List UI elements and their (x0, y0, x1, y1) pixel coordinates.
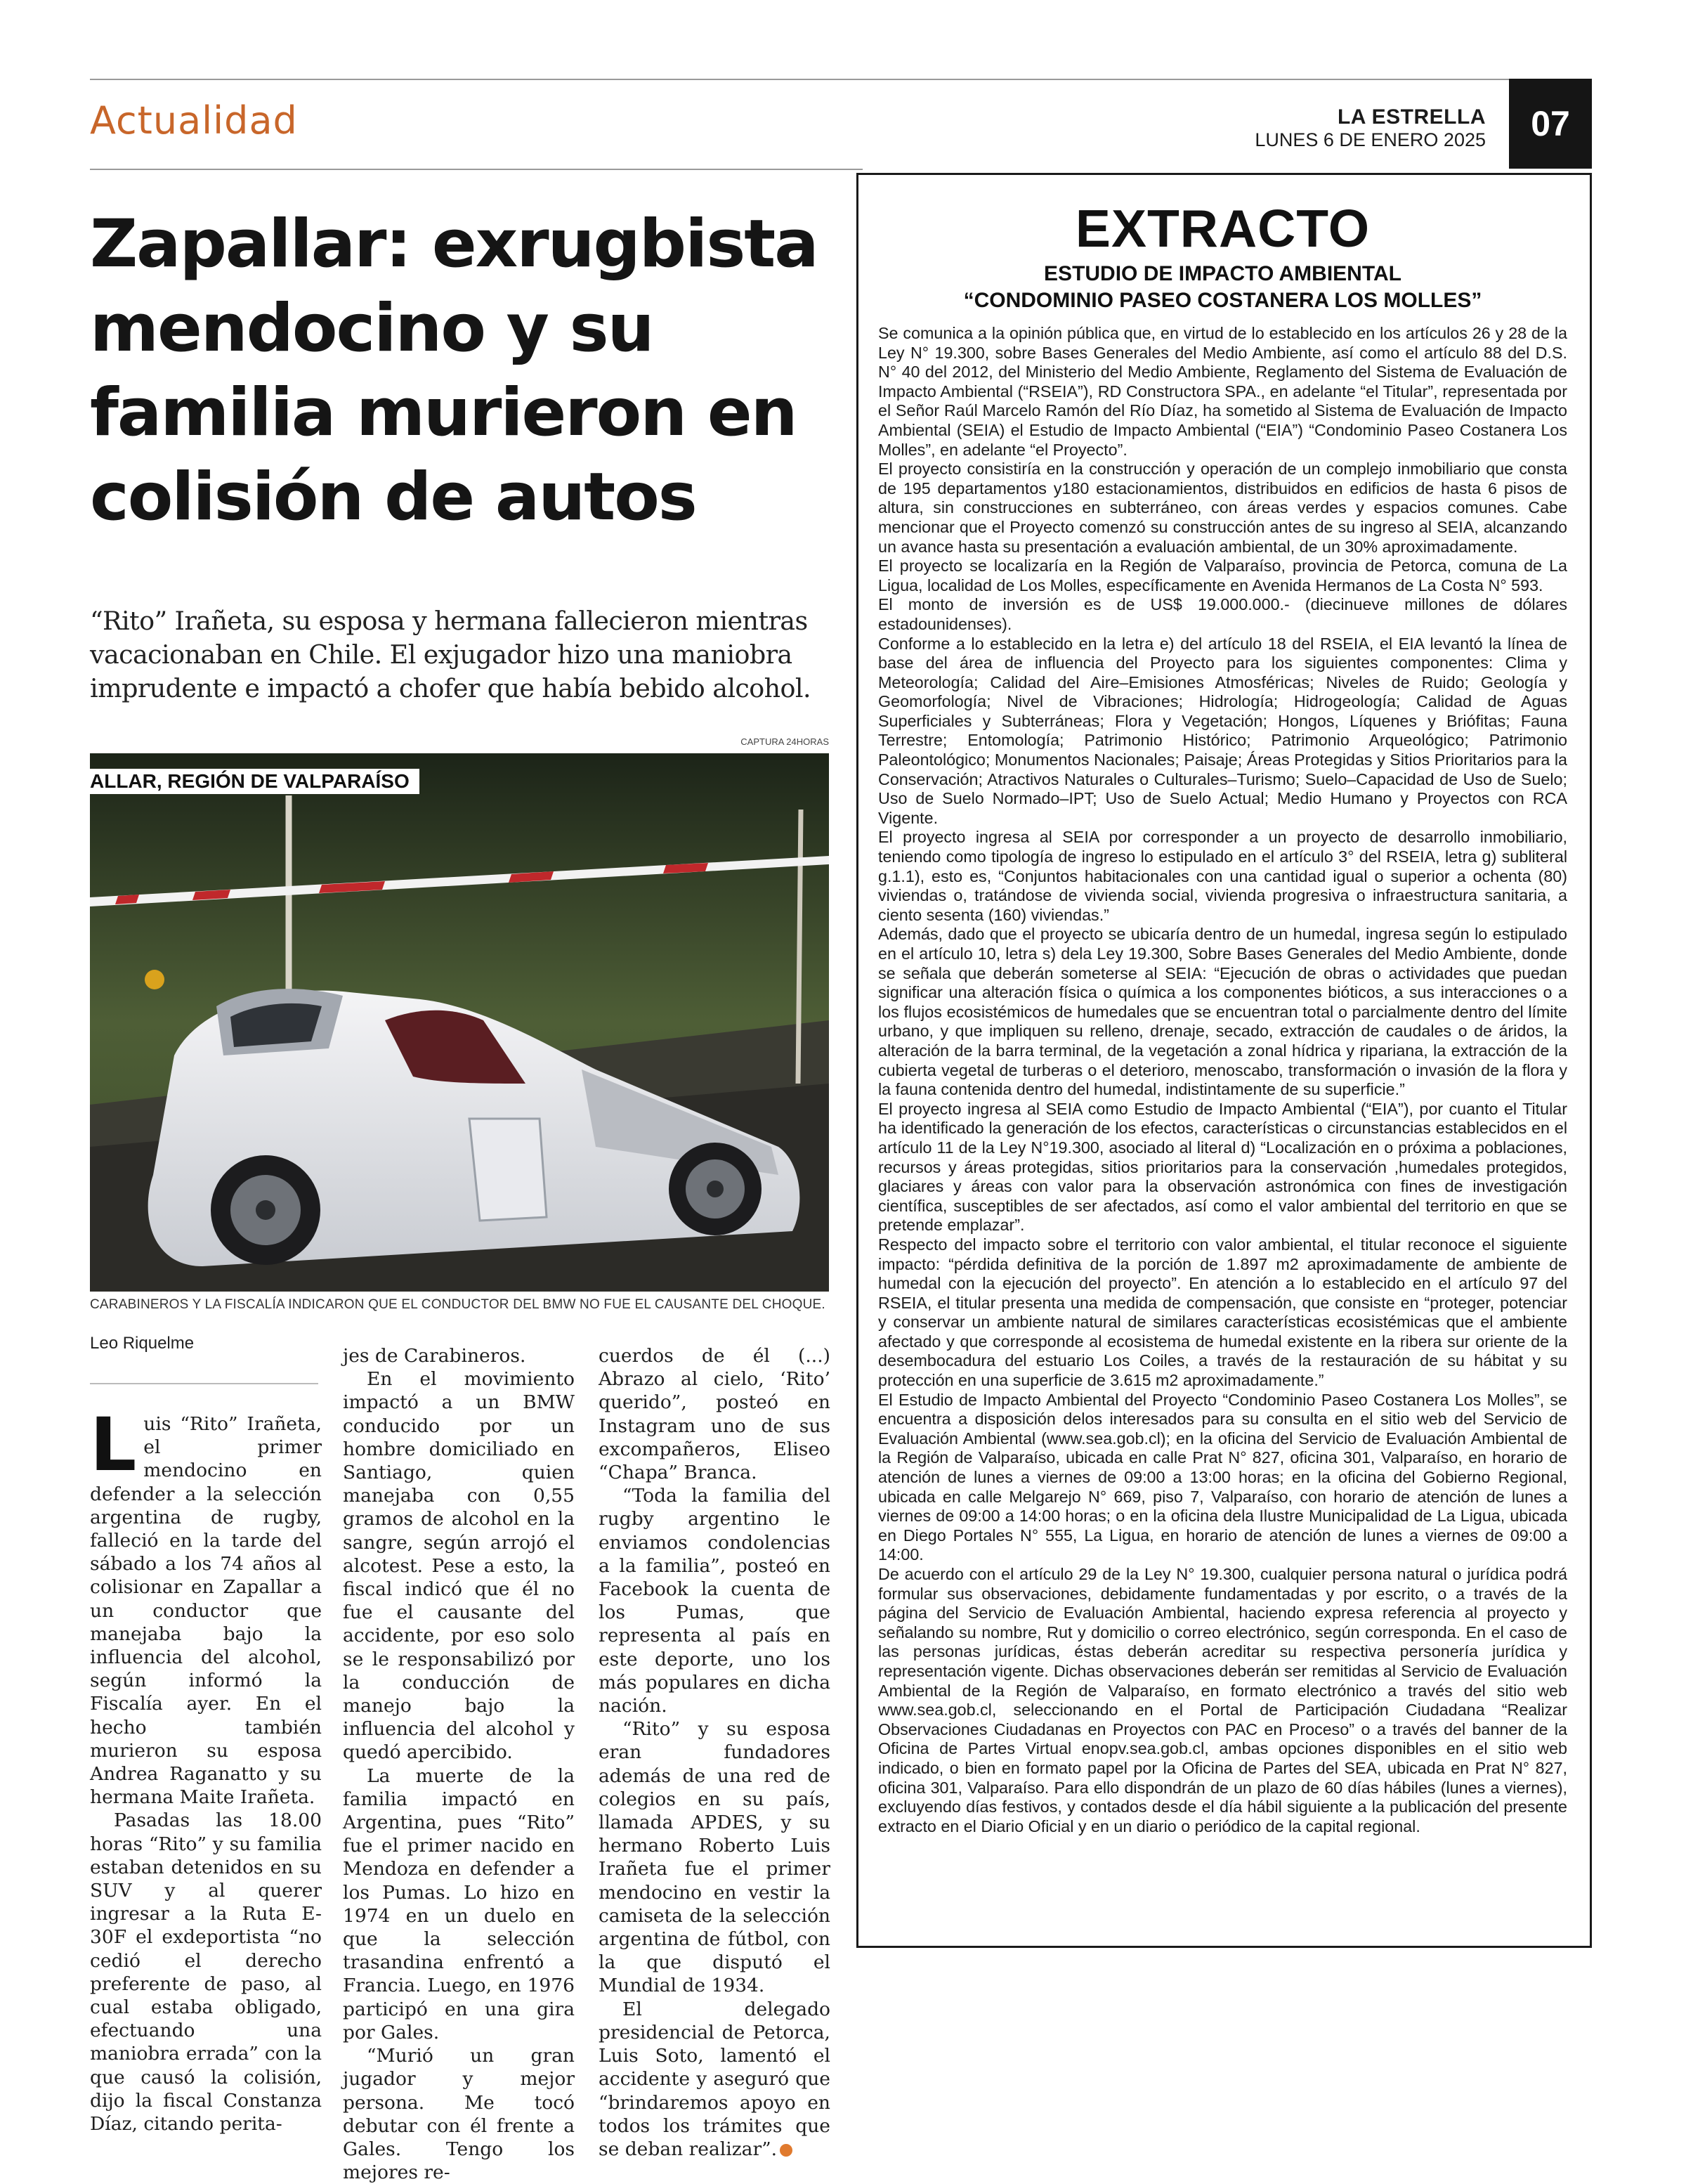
paragraph: cuerdos de él (...) Abrazo al cielo, ‘Rito’ querido”, posteó en Instagram uno de sus excompañeros, Eliseo “Chapa” Branca. (599, 1345, 830, 1484)
photo-location-tag: ALLAR, REGIÓN DE VALPARAÍSO (90, 769, 419, 794)
notice-paragraph: Se comunica a la opinión pública que, en virtud de lo establecido en los artículos 26 y 28 de la Ley N° 19.300, sobre Bases Generales del Medio Ambiente, así como el artículo 88 del D.S. N° 40 del 2012, del Ministerio del Medio Ambiente, Reglamento del Sistema de Evaluación de Impacto Ambiental (“RSEIA”), RD Constructora SPA., en adelante “el Titular”, representada por el Señor Raúl Marcelo Ramón del Río Díaz, ha sometido al Sistema de Evaluación de Impacto Ambiental (SEIA) el Estudio de Impacto Ambiental (“EIA”) “Condominio Paseo Costanera Los Molles”, en adelante “el Proyecto”. (878, 324, 1567, 459)
paragraph: Pasadas las 18.00 horas “Rito” y su familia estaban detenidos en su SUV y al querer ingresar a la Ruta E-30F el exdeportista “no cedió el derecho preferente de paso, al cual estaba obligado, efectuando una maniobra errada” con la que causó la colisión, dijo la fiscal Constanza Díaz, citando perita- (90, 1809, 322, 2136)
notice-paragraph: Respecto del impacto sobre el territorio con valor ambiental, el titular reconoce el siguiente impacto: “pérdida definitiva de la porción de 1.897 m2 aproximadamente de ambiente de humedal con la ejecución del proyecto”. En atención a lo establecido en el artículo 97 del RSEIA, el titular presenta una medida de compensación, que consiste en “proteger, potenciar y conservar un ambiente natural de similares características ecosistémicas que el ambiente afectado y que corresponde al ecosistema de humedal existente en la ribera sur oriente de la desembocadura del estuario Los Coiles, a través de la restauración de su hábitat y su protección en una superficie de 3.615 m2 aproximadamente.” (878, 1235, 1567, 1390)
paragraph: El delegado presidencial de Petorca, Luis Soto, lamentó el accidente y aseguró que “brindaremos apoyo en todos los trámites que se deban realizar”. (599, 1998, 830, 2160)
notice-body (878, 324, 1567, 1836)
photo-caption: CARABINEROS Y LA FISCALÍA INDICARON QUE EL CONDUCTOR DEL BMW NO FUE EL CAUSANTE DEL CHOQUE. (90, 1297, 825, 1312)
paragraph: En el movimiento impactó a un BMW conducido por un hombre domiciliado en Santiago, quien manejaba con 0,55 gramos de alcohol en la sangre, según arrojó el alcotest. Pese a esto, la fiscal indicó que él no fue el causante del accidente, por eso solo se le responsabilizó por la conducción de manejo bajo la influencia del alcohol y quedó apercibido. (343, 1368, 575, 1764)
top-rule (90, 79, 1592, 80)
paragraph: jes de Carabineros. (343, 1345, 526, 1367)
notice-paragraph: El monto de inversión es de US$ 19.000.000.- (diecinueve millones de dólares estadounidenses). (878, 595, 1567, 633)
paragraph: “Murió un gran jugador y mejor persona. Me tocó debutar con él frente a Gales. Tengo los mejores re- (343, 2045, 575, 2184)
notice-paragraph: El proyecto ingresa al SEIA como Estudio de Impacto Ambiental (“EIA”), por cuanto el Titular ha identificado la generación de los efectos, características o circunstancias establecidos en el artículo 11 de la Ley N°19.300, asociado al literal d) “Localización en o próxima a poblaciones, recursos y áreas protegidas, sitios prioritarios para la conservación ,humedales protegidos, glaciares y áreas con valor para la observación astronómica con fines de investigación científica, susceptibles de ser afectados, así como el valor ambiental del territorio en que se pretende emplazar”. (878, 1099, 1567, 1235)
publication-date: LUNES 6 DE ENERO 2025 (1255, 129, 1486, 150)
notice-paragraph: Conforme a lo establecido en la letra e) del artículo 18 del RSEIA, el EIA levantó la línea de base del área de influencia del Proyecto para los siguientes componentes: Clima y Meteorología; Calidad del Aire–Emisiones Atmosféricas; Niveles de Ruido; Geología y Geomorfología; Nivel de Vibraciones; Hidrología; Hidrogeología; Calidad de Aguas Superficiales y Subterráneas; Flora y Vegetación; Hongos, Líquenes y Briófitas; Fauna Terrestre; Entomología; Patrimonio Histórico; Patrimonio Arqueológico; Patrimonio Paleontológico; Monumentos Nacionales; Paisaje; Áreas Protegidas y Sitios Prioritarios para la Conservación; Atractivos Naturales o Culturales–Turismo; Suelo–Capacidad de Uso de Suelo; Uso de Suelo Normado–IPT; Uso de Suelo Actual; Medio Humano y Proyectos con RCA Vigente. (878, 634, 1567, 827)
section-label: Actualidad (90, 98, 298, 143)
header-rule (90, 169, 863, 170)
byline-rule (90, 1383, 318, 1384)
notice-subtitle-line-2: “CONDOMINIO PASEO COSTANERA LOS MOLLES” (963, 289, 1482, 312)
paragraph: “Toda la familia del rugby argentino le enviamos condolencias a la familia”, posteó en Facebook la cuenta de los Pumas, que representa al país en este deporte, uno los más populares en dicha nación. (599, 1485, 830, 1717)
drop-cap: L (90, 1402, 137, 1488)
article-column-2 (343, 1344, 575, 2184)
masthead (1255, 105, 1486, 151)
notice-paragraph: El Estudio de Impacto Ambiental del Proyecto “Condominio Paseo Costanera Los Molles”, se encuentra a disposición delos interesados para su consulta en el sitio web del Servicio de Evaluación Ambiental (www.sea.gob.cl); en la oficina del Servicio de Evaluación Ambiental de la Región de Valparaíso, ubicada en calle Prat N° 827, oficina 301, Valparaíso, en horario de atención de lunes a viernes de 09:00 a 13:00 horas; en la oficina del Gobierno Regional, ubicada en calle Melgarejo N° 669, piso 7, Valparaíso, con horario de atención de lunes a viernes de 09:00 a 14:00 horas; o en la oficina dela Ilustre Municipalidad de La Ligua, ubicada en Diego Portales N° 555, La Ligua, en horario de atención de lunes a viernes de 09:00 a 14:00. (878, 1390, 1567, 1564)
notice-title: EXTRACTO (1075, 199, 1371, 258)
crash-photo-illustration (90, 753, 829, 1292)
photo-credit: CAPTURA 24HORAS (740, 736, 829, 747)
newspaper-name: LA ESTRELLA (1337, 105, 1486, 129)
notice-paragraph: El proyecto consistiría en la construcción y operación de un complejo inmobiliario que consta de 195 departamentos y180 estacionamientos, distribuidos en edificios de hasta 6 pisos de altura, sin construcciones en subterráneo, con áreas verdes y espacios comunes. Cabe mencionar que el Proyecto comenzó su construcción antes de su ingreso al SEIA, alcanzando un avance hasta su presentación a evaluación ambiental, de un 30% aproximadamente. (878, 460, 1567, 556)
paragraph: La muerte de la familia impactó en Argentina, pues “Rito” fue el primer nacido en Mendoza en defender a los Pumas. Lo hizo en 1974 en un duelo en que la selección trasandina enfrentó a Francia. Luego, en 1976 participó en una gira por Gales. (343, 1764, 575, 2043)
article-headline: Zapallar: exrugbista mendocino y su familia murieron en colisión de autos (90, 206, 818, 535)
crash-photo (90, 753, 829, 1292)
paragraph: uis “Rito” Irañeta, el primer mendocino en defender a la selección argentina de rugby, falleció en la tarde del sábado a los 74 años al colisionar en Zapallar a un conductor que manejaba bajo la influencia del alcohol, según informó la Fiscalía ayer. En el hecho también murieron su esposa Andrea Raganatto y su hermana Maite Irañeta. (90, 1413, 322, 1809)
article-deck: “Rito” Irañeta, su esposa y hermana fallecieron mientras vacacionaban en Chile. El exjugador hizo una maniobra imprudente e impactó a chofer que había bebido alcohol. (90, 606, 811, 703)
article-column-3 (599, 1344, 830, 2161)
notice-paragraph: Además, dado que el proyecto se ubicaría dentro de un humedal, ingresa según lo estipulado en el artículo 10, letra s) dela Ley 19.300, Sobre Bases Generales del Medio Ambiente, donde se señala que deberán someterse al SEIA: “Ejecución de obras o actividades que puedan significar una alteración física o química a los componentes bióticos, a sus interacciones o a los flujos ecosistémicos de humedales que se encuentran total o parcialmente dentro del límite urbano, y que impliquen su relleno, drenaje, secado, extracción de caudales o de áridos, la alteración de la barra terminal, de la vegetación a zonal hídrica y ripariana, la extracción de la cubierta vegetal de turberas o el deterioro, menoscabo, transformación o invasión de la flora y la fauna contenida dentro del humedal, indistintamente de su superficie.” (878, 925, 1567, 1099)
notice-paragraph: De acuerdo con el artículo 29 de la Ley N° 19.300, cualquier persona natural o jurídica podrá formular sus observaciones, debidamente fundamentadas y por escrito, o a través de la página del Servicio de Evaluación Ambiental, haciendo expresa referencia al proyecto y señalando su nombre, Rut y domicilio o correo electrónico, según corresponda. En el caso de las personas jurídicas, éstas deberán acreditar su respectiva personería jurídica y representación vigente. Dichas observaciones deberán ser remitidas al Servicio de Evaluación Ambiental de la Región de Valparaíso, en formato electrónico a través del sitio web www.sea.gob.cl, seleccionando en el Portal de Participación Ciudadana “Realizar Observaciones Ciudadanas en Proyectos con PAC en Proceso” o a través del banner de la Oficina de Partes Virtual enopv.sea.gob.cl, ambas opciones disponibles en el sitio web indicado, o bien en formato papel por la Oficina de Partes del SEA, ubicada en Prat N° 827, oficina 301, Valparaíso. Para ello dispondrán de un plazo de 60 días hábiles (lunes a viernes), excluyendo días festivos, y contados desde el día hábil siguiente a la publicación del presente extracto en el Diario Oficial y en un diario o periódico de la capital regional. (878, 1565, 1567, 1835)
notice-paragraph: El proyecto se localizaría en la Región de Valparaíso, provincia de Petorca, comuna de La Ligua, localidad de Los Molles, específicamente en Avenida Hermanos de La Costa N° 593. (878, 557, 1567, 594)
byline: Leo Riquelme (90, 1334, 195, 1353)
notice-subtitle-line-1: ESTUDIO DE IMPACTO AMBIENTAL (1044, 262, 1401, 285)
notice-subtitle (878, 261, 1567, 314)
notice-paragraph: El proyecto ingresa al SEIA por corresponder a un proyecto de desarrollo inmobiliario, teniendo como tipología de ingreso lo estipulado en el artículo 3° del RSEIA, letra g) subliteral g.1.1), esto es, “Conjuntos habitacionales con una cantidad igual o superior a ochenta (80) viviendas o, tratándose de vivienda social, vivienda progresiva o infraestructura sanitaria, a ciento sesenta (160) viviendas.” (878, 828, 1567, 924)
end-mark-icon (780, 2144, 792, 2157)
paragraph: “Rito” y su esposa eran fundadores además de una red de colegios en su país, llamada APDES, y su hermano Roberto Luis Irañeta fue el primer mendocino en vestir la camiseta de la selección argentina de fútbol, con la que disputó el Mundial de 1934. (599, 1718, 830, 1997)
article-column-1 (90, 1402, 322, 2136)
page-number: 07 (1509, 79, 1592, 169)
legal-notice-box (856, 173, 1592, 1948)
